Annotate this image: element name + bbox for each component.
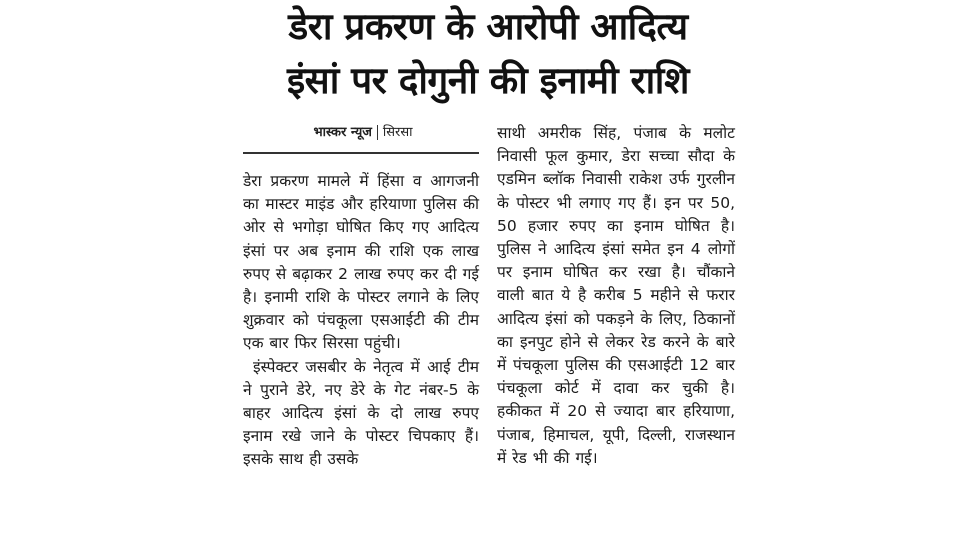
- headline-line-2: इंसां पर दोगुनी की इनामी राशि: [287, 59, 689, 102]
- byline-rule: [243, 152, 479, 154]
- byline-separator: [377, 125, 378, 140]
- byline: [243, 122, 483, 140]
- article-column-2: [497, 122, 735, 470]
- byline-place: सिरसा: [382, 125, 413, 140]
- article-column-1: [243, 170, 479, 472]
- article-paragraph-3: साथी अमरीक सिंह, पंजाब के मलोट निवासी फूल कुमार, डेरा सच्चा सौदा के एडमिन ब्लॉक निवासी राकेश उर्फ गुरलीन के पोस्टर भी लगाए गए हैं। इन पर 50, 50 हजार रुपए का इनाम घोषित है। पुलिस ने आदित्य इंसां समेत इन 4 लोगों पर इनाम घोषित कर रखा है। चौंकाने वाली बात ये है करीब 5 महीने से फरार आदित्य इंसां को पकड़ने के लिए, ठिकानों का इनपुट होने से लेकर रेड करने के बारे में पंचकूला पुलिस की एसआईटी 12 बार पंचकूला कोर्ट में दावा कर चुकी है। हकीकत में 20 से ज्यादा बार हरियाणा, पंजाब, हिमाचल, यूपी, दिल्ली, राजस्थान में रेड भी की गई।: [497, 124, 735, 467]
- article-paragraph-1: डेरा प्रकरण मामले में हिंसा व आगजनी का मास्टर माइंड और हरियाणा पुलिस की ओर से भगोड़ा घोषित किए गए आदित्य इंसां पर अब इनाम की राशि एक लाख रुपए से बढ़ाकर 2 लाख रुपए कर दी गई है। इनामी राशि के पोस्टर लगाने के लिए शुक्रवार को पंचकूला एसआईटी की टीम एक बार फिर सिरसा पहुंची।: [243, 172, 479, 353]
- article-paragraph-2: इंस्पेक्टर जसबीर के नेतृत्व में आई टीम ने पुराने डेरे, नए डेरे के गेट नंबर-5 के बाहर आदित्य इंसां के दो लाख रुपए इनाम रखे जाने के पोस्टर चिपकाए हैं। इसके साथ ही उसके: [243, 357, 479, 469]
- headline: [238, 0, 738, 108]
- headline-line-1: डेरा प्रकरण के आरोपी आदित्य: [288, 5, 688, 48]
- byline-source: भास्कर न्यूज: [313, 125, 372, 140]
